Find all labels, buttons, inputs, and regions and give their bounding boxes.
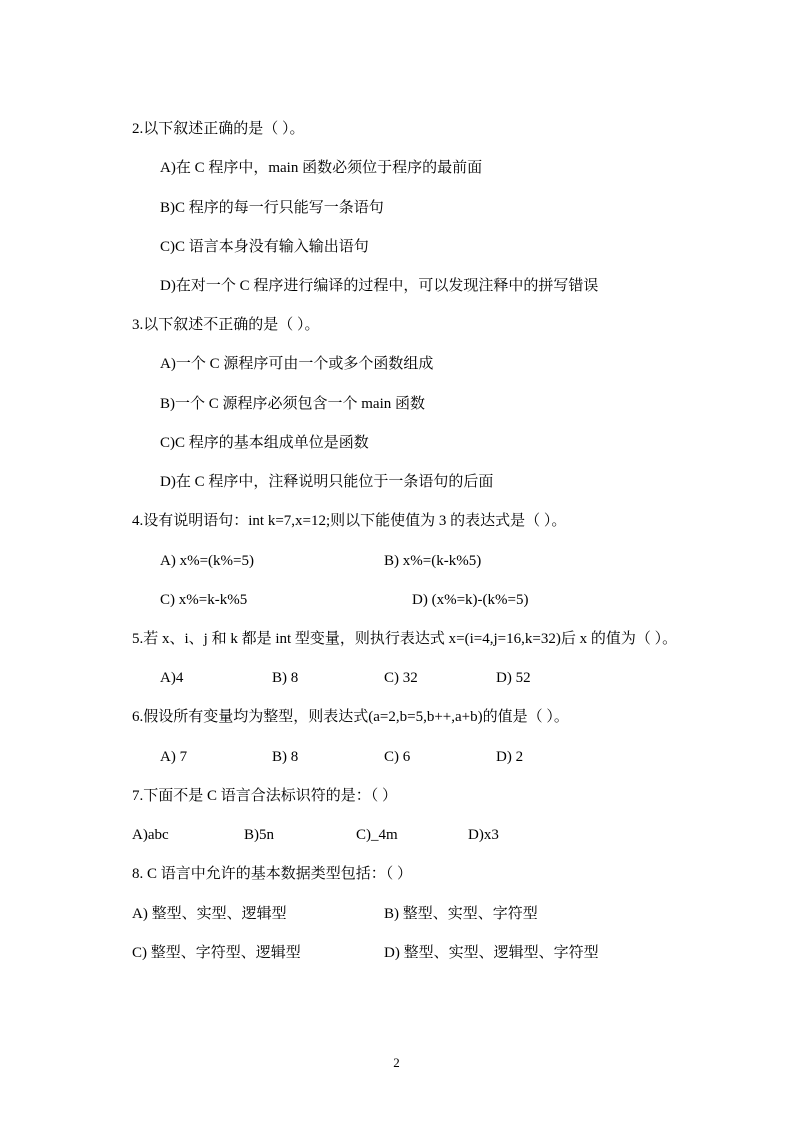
question-7-option-c: C)_4m [356,827,398,843]
question-6-option-c: C) 6 [384,749,411,765]
question-5-option-b: B) 8 [272,670,299,686]
question-3-option-a: A)一个 C 源程序可由一个或多个函数组成 [160,356,434,372]
question-4-text: 4.设有说明语句：int k=7,x=12;则以下能使值为 3 的表达式是（ ）。 [132,513,567,529]
question-8-option-d: D) 整型、实型、逻辑型、字符型 [384,945,599,961]
question-6-option-b: B) 8 [272,749,299,765]
page-number: 2 [393,1055,400,1070]
question-4-option-b: B) x%=(k-k%5) [384,553,482,569]
question-8-option-c: C) 整型、字符型、逻辑型 [132,945,301,961]
question-3-option-d: D)在 C 程序中，注释说明只能位于一条语句的后面 [160,474,494,490]
question-2-option-d: D)在对一个 C 程序进行编译的过程中，可以发现注释中的拼写错误 [160,278,599,294]
question-6-option-a: A) 7 [160,749,188,765]
question-4-option-c: C) x%=k-k%5 [160,592,248,608]
question-3-option-c: C)C 程序的基本组成单位是函数 [160,435,369,451]
question-3-option-b: B)一个 C 源程序必须包含一个 main 函数 [160,396,425,412]
question-2-option-a: A)在 C 程序中，main 函数必须位于程序的最前面 [160,160,483,176]
question-2-text: 2.以下叙述正确的是（ ）。 [132,121,305,137]
question-7-option-a: A)abc [132,827,169,843]
question-7-text: 7.下面不是 C 语言合法标识符的是：（ ） [132,788,398,804]
question-4-option-a: A) x%=(k%=5) [160,553,254,569]
question-7-option-b: B)5n [244,827,274,843]
question-6-option-d: D) 2 [496,749,524,765]
question-5-option-c: C) 32 [384,670,418,686]
question-6-text: 6.假设所有变量均为整型，则表达式(a=2,b=5,b++,a+b)的值是（ ）。 [132,709,569,725]
question-8-option-a: A) 整型、实型、逻辑型 [132,906,287,922]
question-5-option-a: A)4 [160,670,184,686]
question-8-text: 8. C 语言中允许的基本数据类型包括：（ ） [132,866,413,882]
question-2-option-c: C)C 语言本身没有输入输出语句 [160,239,369,255]
question-2-option-b: B)C 程序的每一行只能写一条语句 [160,200,384,216]
question-7-option-d: D)x3 [468,827,499,843]
question-5-option-d: D) 52 [496,670,531,686]
question-8-option-b: B) 整型、实型、字符型 [384,906,538,922]
question-4-option-d: D) (x%=k)-(k%=5) [412,592,529,608]
question-5-text: 5.若 x、i、j 和 k 都是 int 型变量，则执行表达式 x=(i=4,j=16,k=32)后 x 的值为（ ）。 [132,631,678,647]
question-3-text: 3.以下叙述不正确的是（ ）。 [132,317,320,333]
